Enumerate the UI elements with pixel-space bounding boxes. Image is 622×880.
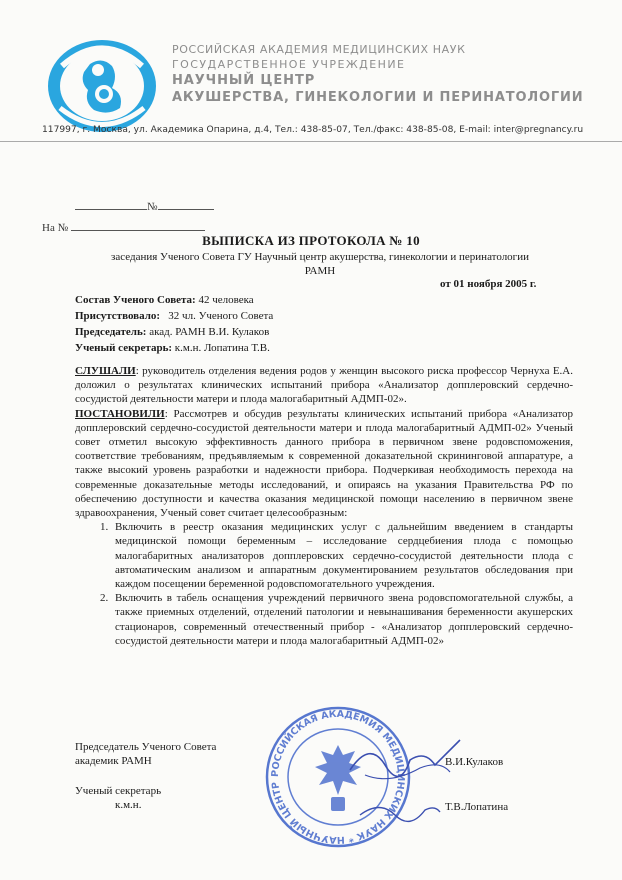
heard-label: СЛУШАЛИ bbox=[75, 365, 136, 377]
address-line: 117997, г. Москва, ул. Академика Опарина, д.4, Тел.: 438-85-07, Тел./факс: 438-85-08, E-mail: inter@pregnancy.ru bbox=[42, 125, 584, 135]
secretary-title-line-1: Ученый секретарь bbox=[75, 785, 162, 797]
decided-label: ПОСТАНОВИЛИ bbox=[75, 407, 165, 420]
document-subtitle bbox=[60, 250, 580, 278]
incoming-number-label: На № bbox=[42, 222, 69, 234]
chair-title-line-1: Председатель Ученого Совета bbox=[75, 741, 217, 753]
outgoing-number-blank bbox=[158, 198, 214, 210]
chair-name: В.И.Кулаков bbox=[445, 756, 504, 768]
heard-text: : руководитель отделения ведения родов у женщин высокого риска профессор Чернуха Е.А. доложил о результатах клинических испытаний прибора «Анализатор допплеровский сердечно-сосудистой деятельности матери и плода малогабаритный АДМП-02». bbox=[75, 365, 573, 406]
institution-logo bbox=[42, 36, 162, 136]
heard-paragraph bbox=[75, 364, 573, 407]
council-composition: Состав Ученого Совета: 42 человека bbox=[75, 294, 254, 306]
secretary-signature-block bbox=[75, 784, 161, 812]
council-secretary: Ученый секретарь: к.м.н. Лопатина Т.В. bbox=[75, 342, 270, 354]
secretary-name: Т.В.Лопатина bbox=[445, 801, 509, 813]
letterhead-line-specialty: АКУШЕРСТВА, ГИНЕКОЛОГИИ И ПЕРИНАТОЛОГИИ bbox=[172, 90, 584, 105]
letterhead-line-academy: РОССИЙСКАЯ АКАДЕМИЯ МЕДИЦИНСКИХ НАУК bbox=[172, 43, 466, 56]
incoming-number-blank bbox=[71, 219, 205, 231]
chair-title-line-2: академик РАМН bbox=[75, 755, 152, 767]
council-chair: Председатель: акад. РАМН В.И. Кулаков bbox=[75, 326, 270, 338]
header-divider bbox=[0, 141, 622, 142]
subtitle-line-2: РАМН bbox=[304, 265, 336, 277]
outgoing-number-line bbox=[75, 198, 214, 213]
protocol-body bbox=[75, 364, 573, 648]
decided-text: : Рассмотрев и обсудив результаты клинических испытаний прибора «Анализатор допплеровский сердечно-сосудистой деятельности матери и плода малогабаритный АДМП-02» Ученый совет отметил высокую эффективность данного прибора в первичном звене родовспоможения, соответствие требованиям, предъявляемым к современной доказательной скрининговой аппаратуре, а также высокий уровень разработки и надежности прибора. Подчеркивая необходимость перехода на современные доказательные методы исследований, и опираясь на указания Правительства РФ по обеспечению доступности и качества оказания медицинской помощи населению в первичном звене здравоохранения, Ученый совет считает целесообразным: bbox=[75, 407, 573, 520]
letterhead-line-institution: ГОСУДАРСТВЕННОЕ УЧРЕЖДЕНИЕ bbox=[172, 58, 406, 71]
incoming-number-line bbox=[42, 219, 205, 234]
letterhead-line-center: НАУЧНЫЙ ЦЕНТР bbox=[172, 73, 316, 88]
subtitle-line-1: заседания Ученого Совета ГУ Научный центр акушерства, гинекологии и перинатологии bbox=[111, 251, 529, 263]
decision-item: 2. Включить в табель оснащения учреждений первичного звена родовспомогательной службы, а также приемных отделений, отделений патологии и невынашивания беременности акушерских стационаров, современный отечественный прибор - «Анализатор допплеровский сердечно-сосудистой деятельности матери и плода малогабаритный АДМП-02» bbox=[111, 591, 573, 648]
protocol-date: от 01 ноября 2005 г. bbox=[440, 278, 537, 290]
chair-signature-block bbox=[75, 740, 216, 768]
outgoing-number-label: № bbox=[147, 201, 158, 213]
decision-item: 1. Включить в реестр оказания медицинских услуг с дальнейшим введением в стандарты медицинской помощи беременным – исследование сердцебиения плода с помощью малогабаритных анализаторов допплеровских сердечно-сосудистой деятельности плода с автоматическим анализом и аппаратным документированием результатов обследования при каждом посещении беременной родовспомогательного учреждения. bbox=[111, 520, 573, 591]
outgoing-date-blank bbox=[75, 198, 147, 210]
stamp-text: РОССИЙСКАЯ АКАДЕМИЯ МЕДИЦИНСКИХ НАУК * НАУЧНЫЙ ЦЕНТР bbox=[269, 708, 407, 846]
decision-list bbox=[75, 520, 573, 648]
document-title: ВЫПИСКА ИЗ ПРОТОКОЛА № 10 bbox=[202, 233, 420, 248]
letterhead-text bbox=[172, 42, 584, 106]
secretary-title-line-2: к.м.н. bbox=[115, 799, 142, 811]
decided-paragraph bbox=[75, 407, 573, 521]
council-present: Присутствовало: 32 чл. Ученого Совета bbox=[75, 310, 274, 322]
council-info bbox=[75, 292, 273, 356]
